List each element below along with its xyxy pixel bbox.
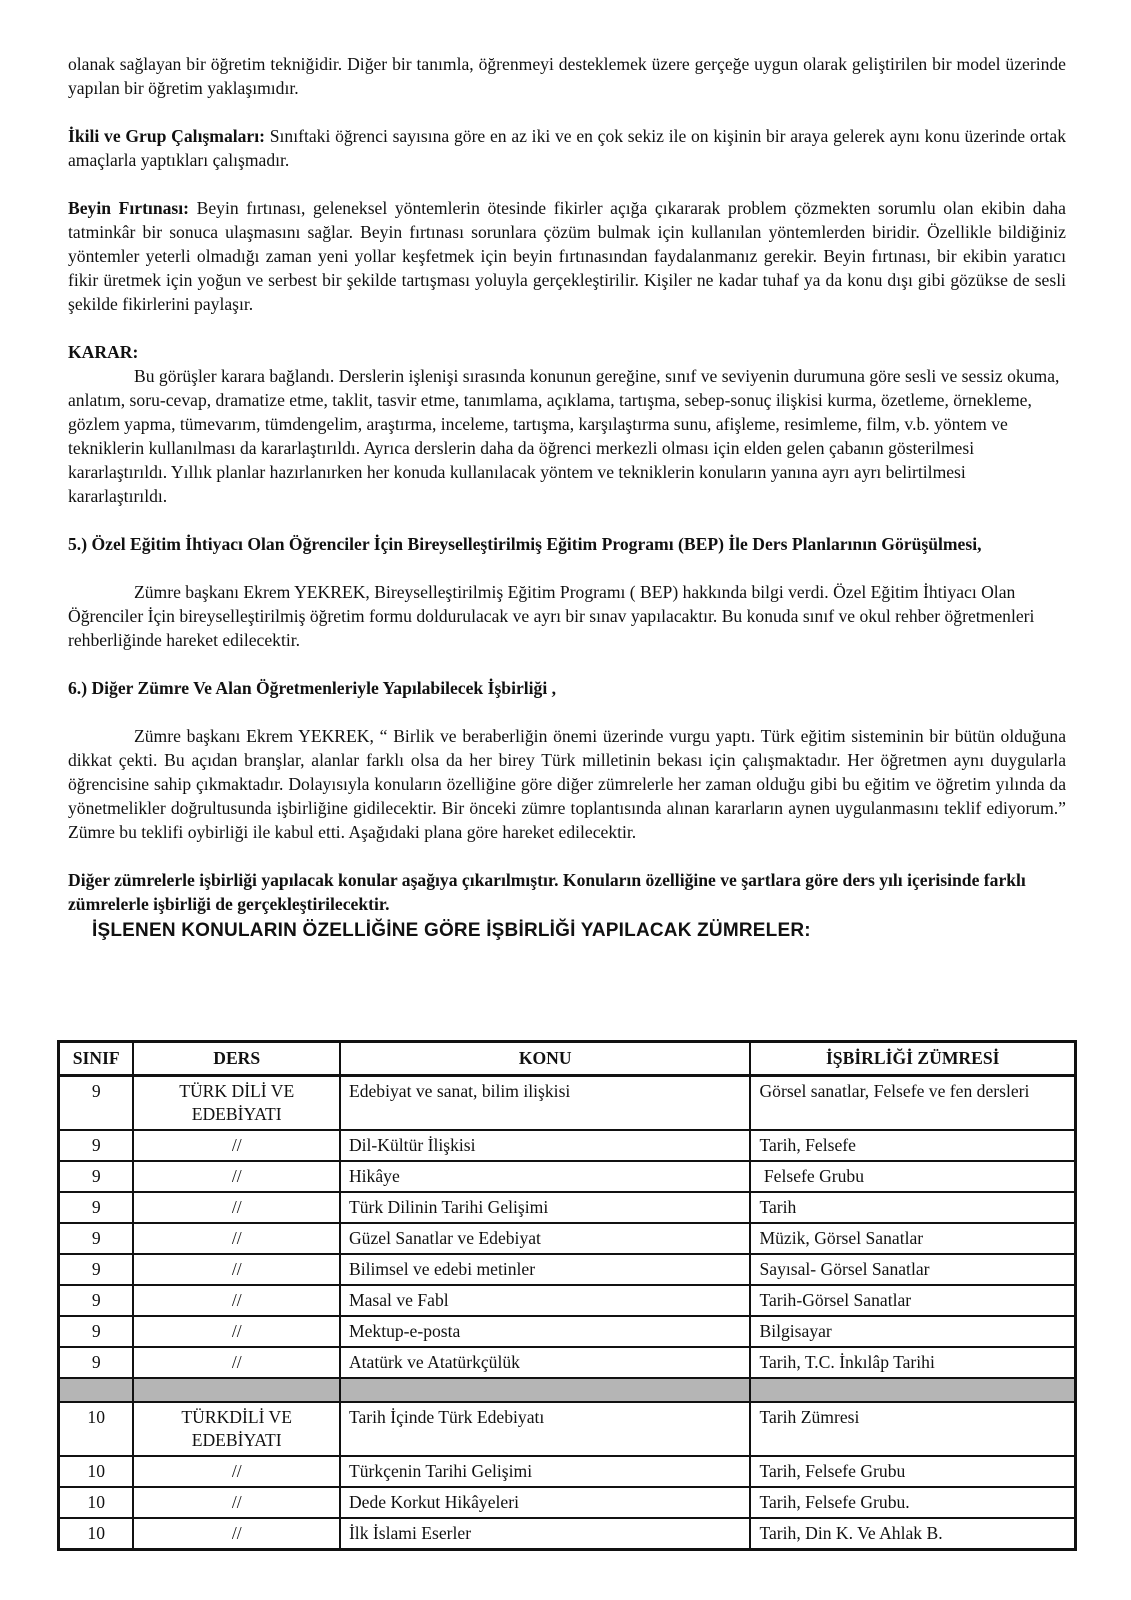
- cell-sinif: 10: [59, 1518, 134, 1550]
- cell-konu: İlk İslami Eserler: [340, 1518, 751, 1550]
- cell-zumre: Sayısal- Görsel Sanatlar: [750, 1254, 1075, 1285]
- cell-sinif: 9: [59, 1076, 134, 1131]
- cell-zumre: Tarih, Felsefe Grubu.: [750, 1487, 1075, 1518]
- cell-konu: Türkçenin Tarihi Gelişimi: [340, 1456, 751, 1487]
- table-row: [59, 1316, 1076, 1347]
- cell-sinif: 9: [59, 1285, 134, 1316]
- separator-cell: [133, 1378, 340, 1402]
- ikili-text: Sınıftaki öğrenci sayısına göre en az iki ve en çok sekiz ile on kişinin bir araya gelerek aynı konu üzerinde ortak amaçlarla yaptıkları çalışmadır.: [68, 126, 1066, 170]
- cell-ders: //: [133, 1285, 340, 1316]
- header-sinif: SINIF: [59, 1042, 134, 1076]
- cell-sinif: 9: [59, 1347, 134, 1378]
- cell-ders: //: [133, 1254, 340, 1285]
- isbirligi-heading: 6.) Diğer Zümre Ve Alan Öğretmenleriyle Yapılabilecek İşbirliği ,: [68, 678, 557, 698]
- cell-sinif: 9: [59, 1223, 134, 1254]
- intro-paragraph: olanak sağlayan bir öğretim tekniğidir. Diğer bir tanımla, öğrenmeyi desteklemek üzere gerçeğe uygun olarak geliştirilen bir model üzerinde yapılan bir öğretim yaklaşımıdır.: [68, 54, 1066, 98]
- table-separator-row: [59, 1378, 1076, 1402]
- cell-zumre: Tarih, Felsefe: [750, 1130, 1075, 1161]
- cell-konu: Masal ve Fabl: [340, 1285, 751, 1316]
- table-row: [59, 1285, 1076, 1316]
- isbirligi-note: Diğer zümrelerle işbirliği yapılacak konular aşağıya çıkarılmıştır. Konuların özelliğine ve şartlara göre ders yılı içerisinde farklı zümrelerle işbirliği de gerçekleştirilecektir.: [68, 870, 1026, 914]
- bep-heading: 5.) Özel Eğitim İhtiyacı Olan Öğrenciler İçin Bireyselleştirilmiş Eğitim Programı (BEP) İle Ders Planlarının Görüşülmesi,: [68, 534, 982, 554]
- beyin-text: Beyin fırtınası, geleneksel yöntemlerin ötesinde fikirler açığa çıkararak problem çözmekten sorumlu olan ekibin daha tatminkâr bir sonuca ulaşmasını sağlar. Beyin fırtınası sorunlara çözüm bulmak için kullanılan yöntemlerden biridir. Özellikle bildiğiniz yöntemler yeterli olmadığı zaman yeni yollar keşfetmek için beyin fırtınasından faydalanmanız gerekir. Beyin fırtınası, bir ekibin yaratıcı fikir üretmek için yoğun ve serbest bir şekilde tartışması yoluyla gerçekleştirilir. Kişiler ne kadar tuhaf ya da konu dışı gibi gözükse de sesli şekilde fikirlerini paylaşır.: [68, 198, 1066, 314]
- cell-konu: Tarih İçinde Türk Edebiyatı: [340, 1402, 751, 1456]
- table-row: [59, 1456, 1076, 1487]
- table-title: İŞLENEN KONULARIN ÖZELLİĞİNE GÖRE İŞBİRLİĞİ YAPILACAK ZÜMRELER:: [92, 920, 811, 941]
- header-ders: DERS: [133, 1042, 340, 1076]
- cell-ders: //: [133, 1223, 340, 1254]
- cell-zumre: Tarih, Din K. Ve Ahlak B.: [750, 1518, 1075, 1550]
- cell-zumre: Tarih-Görsel Sanatlar: [750, 1285, 1075, 1316]
- cell-sinif: 9: [59, 1130, 134, 1161]
- cell-ders: //: [133, 1456, 340, 1487]
- cell-sinif: 9: [59, 1254, 134, 1285]
- table-row: [59, 1254, 1076, 1285]
- cell-sinif: 9: [59, 1192, 134, 1223]
- cell-ders: //: [133, 1130, 340, 1161]
- karar-paragraph: Bu görüşler karara bağlandı. Derslerin işlenişi sırasında konunun gereğine, sınıf ve seviyenin durumuna göre sesli ve sessiz okuma, anlatım, soru-cevap, dramatize etme, taklit, tasvir etme, tanımlama, açıklama, tartışma, sebep-sonuç ilişkisi kurma, özetleme, örnekleme, gözlem yapma, tümevarım, tümdengelim, araştırma, inceleme, tartışma, karşılaştırma sunu, afişleme, resimleme, film, v.b. yöntem ve tekniklerin kullanılması da kararlaştırıldı. Ayrıca derslerin daha da öğrenci merkezli olması için elden gelen çabanın gösterilmesi kararlaştırıldı. Yıllık planlar hazırlanırken her konuda kullanılacak yöntem ve tekniklerin konuların yanına ayrı ayrı belirtilmesi kararlaştırıldı.: [68, 366, 1060, 506]
- cell-konu: Mektup-e-posta: [340, 1316, 751, 1347]
- cell-sinif: 9: [59, 1161, 134, 1192]
- isbirligi-paragraph: Zümre başkanı Ekrem YEKREK, “ Birlik ve beraberliğin önemi üzerinde vurgu yaptı. Türk eğitim sisteminin bir bütün olduğuna dikkat çekti. Bu açıdan branşlar, alanlar farklı olsa da her birey Türk milletinin bekası için çalışmaktadır. Her öğretmen aynı duygularla öğrencisine sahip çıkmaktadır. Dolayısıyla konuların özelliğine göre diğer zümrelerle her zaman olduğu gibi bu eğitim ve öğretim yılında da yönetmelikler doğrultusunda işbirliğine gidilecektir. Bir önceki zümre toplantısında alınan kararların aynen uygulanmasını teklif ediyorum.” Zümre bu teklifi oybirliği ile kabul etti. Aşağıdaki plana göre hareket edilecektir.: [68, 726, 1066, 842]
- cell-konu: Türk Dilinin Tarihi Gelişimi: [340, 1192, 751, 1223]
- ikili-paragraph: [68, 124, 1066, 172]
- cell-zumre: Tarih Zümresi: [750, 1402, 1075, 1456]
- cell-zumre: Görsel sanatlar, Felsefe ve fen dersleri: [750, 1076, 1075, 1131]
- cell-konu: Hikâye: [340, 1161, 751, 1192]
- cell-zumre: Tarih, T.C. İnkılâp Tarihi: [750, 1347, 1075, 1378]
- table-row: [59, 1192, 1076, 1223]
- cell-ders: //: [133, 1161, 340, 1192]
- beyin-label: Beyin Fırtınası:: [68, 198, 189, 218]
- table-header-row: [59, 1042, 1076, 1076]
- cell-zumre: Tarih, Felsefe Grubu: [750, 1456, 1075, 1487]
- table-row: [59, 1487, 1076, 1518]
- table-row: [59, 1161, 1076, 1192]
- cell-ders: TÜRK DİLİ VE EDEBİYATI: [133, 1076, 340, 1131]
- table-row: [59, 1130, 1076, 1161]
- separator-cell: [59, 1378, 134, 1402]
- header-zumre: İŞBİRLİĞİ ZÜMRESİ: [750, 1042, 1075, 1076]
- cell-zumre: Müzik, Görsel Sanatlar: [750, 1223, 1075, 1254]
- collaboration-table: [57, 1040, 1077, 1551]
- cell-sinif: 10: [59, 1487, 134, 1518]
- cell-konu: Güzel Sanatlar ve Edebiyat: [340, 1223, 751, 1254]
- separator-cell: [340, 1378, 751, 1402]
- cell-sinif: 9: [59, 1316, 134, 1347]
- beyin-paragraph: [68, 196, 1066, 316]
- cell-konu: Atatürk ve Atatürkçülük: [340, 1347, 751, 1378]
- cell-konu: Dede Korkut Hikâyeleri: [340, 1487, 751, 1518]
- separator-cell: [750, 1378, 1075, 1402]
- cell-zumre: Felsefe Grubu: [750, 1161, 1075, 1192]
- table-row: [59, 1347, 1076, 1378]
- cell-ders: //: [133, 1518, 340, 1550]
- ikili-label: İkili ve Grup Çalışmaları:: [68, 126, 265, 146]
- table-row: [59, 1223, 1076, 1254]
- cell-ders: //: [133, 1192, 340, 1223]
- table-row: [59, 1076, 1076, 1131]
- header-konu: KONU: [340, 1042, 751, 1076]
- cell-konu: Edebiyat ve sanat, bilim ilişkisi: [340, 1076, 751, 1131]
- cell-konu: Dil-Kültür İlişkisi: [340, 1130, 751, 1161]
- cell-sinif: 10: [59, 1456, 134, 1487]
- table-row: [59, 1402, 1076, 1456]
- cell-zumre: Bilgisayar: [750, 1316, 1075, 1347]
- cell-sinif: 10: [59, 1402, 134, 1456]
- cell-konu: Bilimsel ve edebi metinler: [340, 1254, 751, 1285]
- karar-title: KARAR:: [68, 342, 139, 362]
- table-row: [59, 1518, 1076, 1550]
- cell-ders: //: [133, 1347, 340, 1378]
- cell-ders: //: [133, 1316, 340, 1347]
- bep-paragraph: Zümre başkanı Ekrem YEKREK, Bireyselleştirilmiş Eğitim Programı ( BEP) hakkında bilgi verdi. Özel Eğitim İhtiyacı Olan Öğrenciler İçin bireyselleştirilmiş öğretim formu doldurulacak ve ayrı bir sınav yapılacaktır. Bu konuda sınıf ve okul rehber öğretmenleri rehberliğinde hareket edilecektir.: [68, 582, 1035, 650]
- cell-ders: //: [133, 1487, 340, 1518]
- document-page: [68, 52, 1066, 944]
- cell-zumre: Tarih: [750, 1192, 1075, 1223]
- cell-ders: TÜRKDİLİ VE EDEBİYATI: [133, 1402, 340, 1456]
